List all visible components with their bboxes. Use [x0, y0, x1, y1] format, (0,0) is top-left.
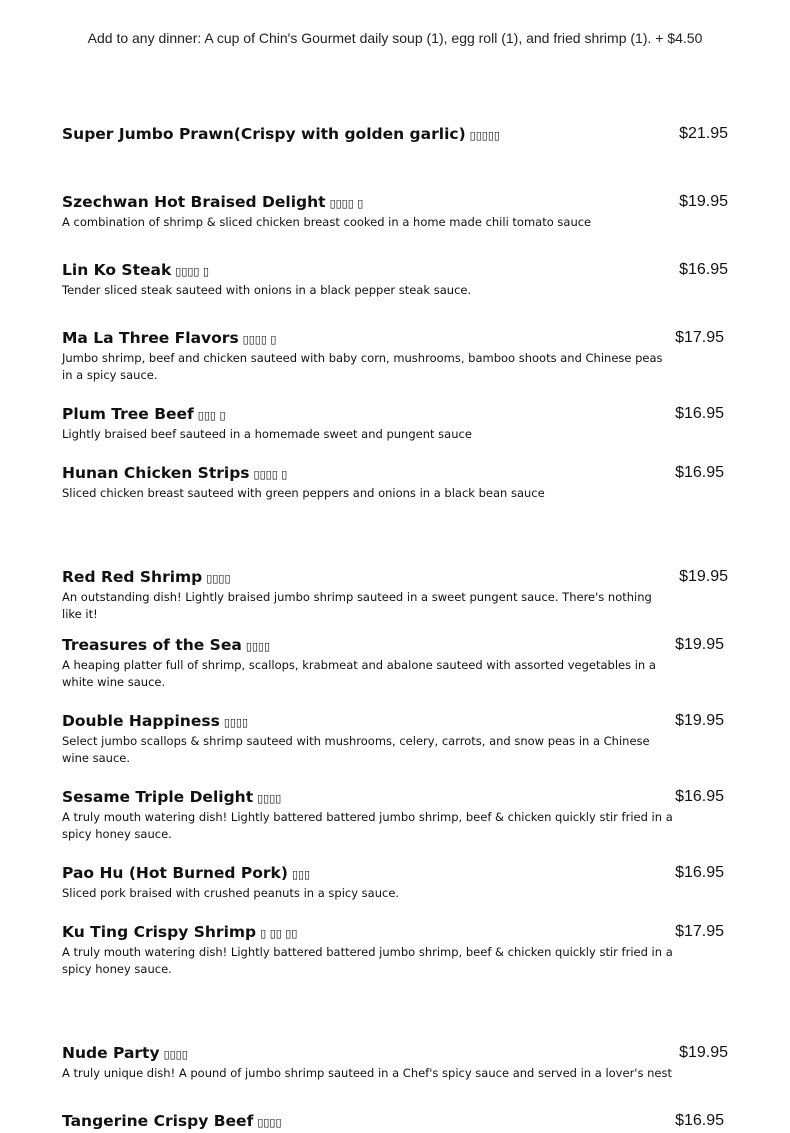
menu-item-ma-la-three-flavors — [62, 328, 728, 384]
item-name: Pao Hu (Hot Burned Pork) ▯▯▯ — [62, 864, 311, 882]
item-description: Jumbo shrimp, beef and chicken sauteed with baby corn, mushrooms, bamboo shoots and Chinese peas in a spicy sauce. — [62, 351, 663, 382]
item-price: $19.95 — [679, 1044, 728, 1061]
item-description: An outstanding dish! Lightly braised jumbo shrimp sauteed in a sweet pungent sauce. There's nothing like it! — [62, 590, 652, 621]
item-price: $16.95 — [675, 464, 724, 481]
menu-item-ku-ting-crispy-shrimp — [62, 922, 728, 978]
item-price: $19.95 — [675, 636, 724, 653]
item-name: Treasures of the Sea ▯▯▯▯ — [62, 636, 271, 654]
item-description: Sliced chicken breast sauteed with green peppers and onions in a black bean sauce — [62, 486, 545, 500]
item-description: A combination of shrimp & sliced chicken breast cooked in a home made chili tomato sauce — [62, 215, 592, 229]
item-name: Szechwan Hot Braised Delight ▯▯▯▯ ▯ — [62, 193, 364, 211]
menu-item-treasures-of-the-sea — [62, 635, 728, 691]
chinese-name: ▯ ▯▯ ▯▯ — [260, 927, 298, 940]
chinese-name: ▯▯▯▯ — [223, 716, 249, 729]
item-description: A truly unique dish! A pound of jumbo shrimp sauteed in a Chef's spicy sauce and served in a lover's nest — [62, 1066, 672, 1080]
item-name: Ku Ting Crispy Shrimp ▯ ▯▯ ▯▯ — [62, 923, 298, 941]
chinese-name: ▯▯▯ ▯ — [197, 409, 226, 422]
item-description: Tender sliced steak sauteed with onions in a black pepper steak sauce. — [62, 283, 472, 297]
item-price: $19.95 — [675, 712, 724, 729]
item-name: Sesame Triple Delight ▯▯▯▯ — [62, 788, 282, 806]
item-price: $17.95 — [675, 329, 724, 346]
menu-item-tangerine-crispy-beef — [62, 1111, 728, 1133]
item-name: Double Happiness ▯▯▯▯ — [62, 712, 249, 730]
item-name: Nude Party ▯▯▯▯ — [62, 1044, 188, 1062]
menu-item-plum-tree-beef — [62, 404, 728, 443]
menu-item-szechwan-hot-braised-delight — [62, 192, 728, 231]
item-price: $16.95 — [679, 261, 728, 278]
item-name: Plum Tree Beef ▯▯▯ ▯ — [62, 405, 226, 423]
chinese-name: ▯▯▯ — [291, 868, 311, 881]
chinese-name: ▯▯▯▯ — [206, 572, 231, 585]
chinese-name: ▯▯▯▯ ▯ — [242, 333, 277, 346]
menu-item-super-jumbo-prawn — [62, 124, 728, 146]
menu-item-red-red-shrimp — [62, 567, 728, 623]
item-name: Super Jumbo Prawn(Crispy with golden garlic) ▯▯▯▯▯ — [62, 125, 500, 143]
chinese-name: ▯▯▯▯ — [163, 1048, 188, 1061]
menu-item-hunan-chicken-strips — [62, 463, 728, 502]
item-description: Sliced pork braised with crushed peanuts in a spicy sauce. — [62, 886, 400, 900]
item-price: $21.95 — [679, 125, 728, 142]
chinese-name: ▯▯▯▯ — [257, 1116, 282, 1129]
menu-item-nude-party — [62, 1043, 728, 1082]
item-price: $17.95 — [675, 923, 724, 940]
item-name: Red Red Shrimp ▯▯▯▯ — [62, 568, 231, 586]
menu-item-lin-ko-steak — [62, 260, 728, 299]
menu-item-double-happiness — [62, 711, 728, 767]
item-description: A truly mouth watering dish! Lightly battered battered jumbo shrimp, beef & chicken quickly stir fried in a spicy honey sauce. — [62, 945, 673, 976]
item-name: Ma La Three Flavors ▯▯▯▯ ▯ — [62, 329, 277, 347]
chinese-name: ▯▯▯▯ ▯ — [175, 265, 210, 278]
item-price: $16.95 — [675, 788, 724, 805]
item-price: $19.95 — [679, 193, 728, 210]
item-description: Lightly braised beef sauteed in a homemade sweet and pungent sauce — [62, 427, 472, 441]
chinese-name: ▯▯▯▯ — [245, 640, 271, 653]
item-description: Select jumbo scallops & shrimp sauteed with mushrooms, celery, carrots, and snow peas in a Chinese wine sauce. — [62, 734, 650, 765]
menu-item-pao-hu — [62, 863, 728, 902]
item-price: $16.95 — [675, 864, 724, 881]
item-name: Tangerine Crispy Beef ▯▯▯▯ — [62, 1112, 282, 1130]
item-name: Hunan Chicken Strips ▯▯▯▯ ▯ — [62, 464, 288, 482]
item-name: Lin Ko Steak ▯▯▯▯ ▯ — [62, 261, 210, 279]
item-price: $19.95 — [679, 568, 728, 585]
item-price: $16.95 — [675, 405, 724, 422]
addon-note: Add to any dinner: A cup of Chin's Gourmet daily soup (1), egg roll (1), and fried shrimp (1). + $4.50 — [87, 30, 703, 46]
item-price: $16.95 — [675, 1112, 724, 1129]
chinese-name: ▯▯▯▯ ▯ — [253, 468, 288, 481]
menu-item-sesame-triple-delight — [62, 787, 728, 843]
item-description: A truly mouth watering dish! Lightly battered battered jumbo shrimp, beef & chicken quickly stir fried in a spicy honey sauce. — [62, 810, 673, 841]
chinese-name: ▯▯▯▯ ▯ — [329, 197, 364, 210]
chinese-name: ▯▯▯▯▯ — [469, 129, 500, 142]
chinese-name: ▯▯▯▯ — [257, 792, 282, 805]
item-description: A heaping platter full of shrimp, scallops, krabmeat and abalone sauteed with assorted vegetables in a white wine sauce. — [62, 658, 656, 689]
